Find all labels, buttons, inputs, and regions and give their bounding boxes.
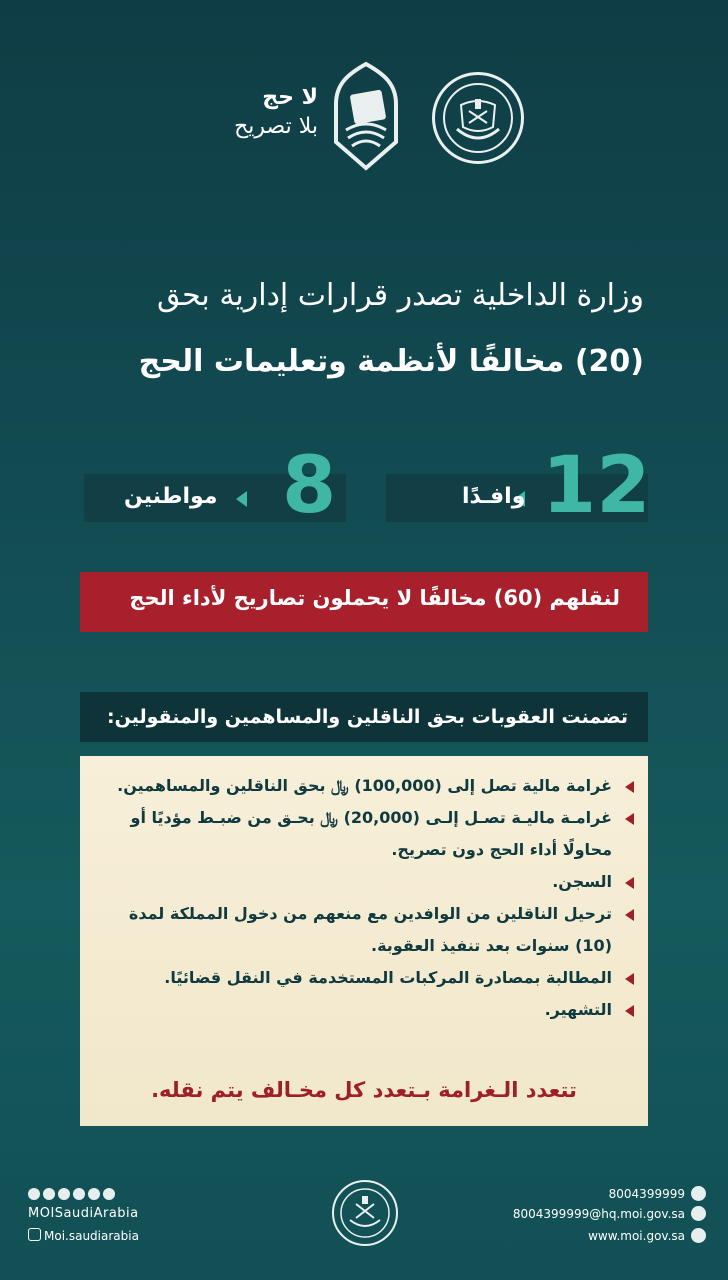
campaign-line-2: بلا تصريح: [234, 114, 318, 139]
list-item: التشهير.: [100, 994, 634, 1026]
website-link[interactable]: www.moi.gov.sa: [446, 1228, 706, 1243]
campaign-slogan: [190, 84, 318, 142]
stat-residents-number: 12: [542, 441, 651, 531]
stat-residents-label: وافـدًا: [462, 484, 526, 509]
list-item: غرامة مالية تصل إلى (100,000) ﷼ بحق الناقلين والمساهمين.: [100, 770, 634, 802]
list-item: ترحيل الناقلين من الوافدين مع منعهم من دخول المملكة لمدة (10) سنوات بعد تنفيذ العقوبة.: [100, 898, 634, 962]
moi-seal-logo: [432, 72, 524, 164]
globe-icon: [691, 1228, 706, 1243]
bullet-icon: [625, 813, 634, 825]
social-icons: [28, 1185, 118, 1204]
social-handle[interactable]: MOISaudiArabia: [28, 1206, 139, 1221]
phone-icon: [691, 1186, 706, 1201]
stat-citizens-number: 8: [282, 441, 337, 531]
violation-banner-text: لنقلهم (60) مخالفًا لا يحملون تصاريح لأداء الحج: [129, 586, 620, 610]
facebook-icon[interactable]: [43, 1188, 55, 1200]
campaign-line-1: لا حج: [262, 85, 318, 110]
headline-line-2: (20) مخالفًا لأنظمة وتعليمات الحج: [138, 344, 644, 379]
list-item: السجن.: [100, 866, 634, 898]
list-item: غرامـة ماليـة تصـل إلـى (20,000) ﷼ بحـق من ضبـط مؤديًا أو محاولًا أداء الحج دون تصريح.: [100, 802, 634, 866]
instagram-handle[interactable]: Moi.saudiarabia: [28, 1228, 139, 1243]
youtube-icon[interactable]: [88, 1188, 100, 1200]
headline-line-1: وزارة الداخلية تصدر قرارات إدارية بحق: [157, 278, 644, 313]
bullet-icon: [625, 909, 634, 921]
bullet-icon: [625, 1005, 634, 1017]
penalties-list: [100, 770, 634, 1026]
list-item: المطالبة بمصادرة المركبات المستخدمة في النقل قضائيًا.: [100, 962, 634, 994]
bullet-icon: [625, 781, 634, 793]
telegram-icon[interactable]: [103, 1188, 115, 1200]
fine-note: تتعدد الـغرامة بـتعدد كل مخـالف يتم نقله.: [151, 1078, 577, 1102]
penalties-heading: تضمنت العقوبات بحق الناقلين والمساهمين والمنقولين:: [107, 706, 628, 728]
phone-contact[interactable]: 8004399999: [446, 1186, 706, 1201]
x-icon[interactable]: [28, 1188, 40, 1200]
instagram-icon: [28, 1228, 41, 1241]
triangle-marker-icon: [236, 491, 247, 507]
email-contact[interactable]: 8004399999@hq.moi.gov.sa: [446, 1206, 706, 1221]
bullet-icon: [625, 877, 634, 889]
footer-seal-logo: [332, 1180, 398, 1246]
snapchat-icon[interactable]: [58, 1188, 70, 1200]
mail-icon: [691, 1206, 706, 1221]
tiktok-icon[interactable]: [73, 1188, 85, 1200]
bullet-icon: [625, 973, 634, 985]
no-hajj-campaign-logo: [328, 60, 404, 174]
stat-citizens-label: مواطنين: [124, 484, 218, 509]
